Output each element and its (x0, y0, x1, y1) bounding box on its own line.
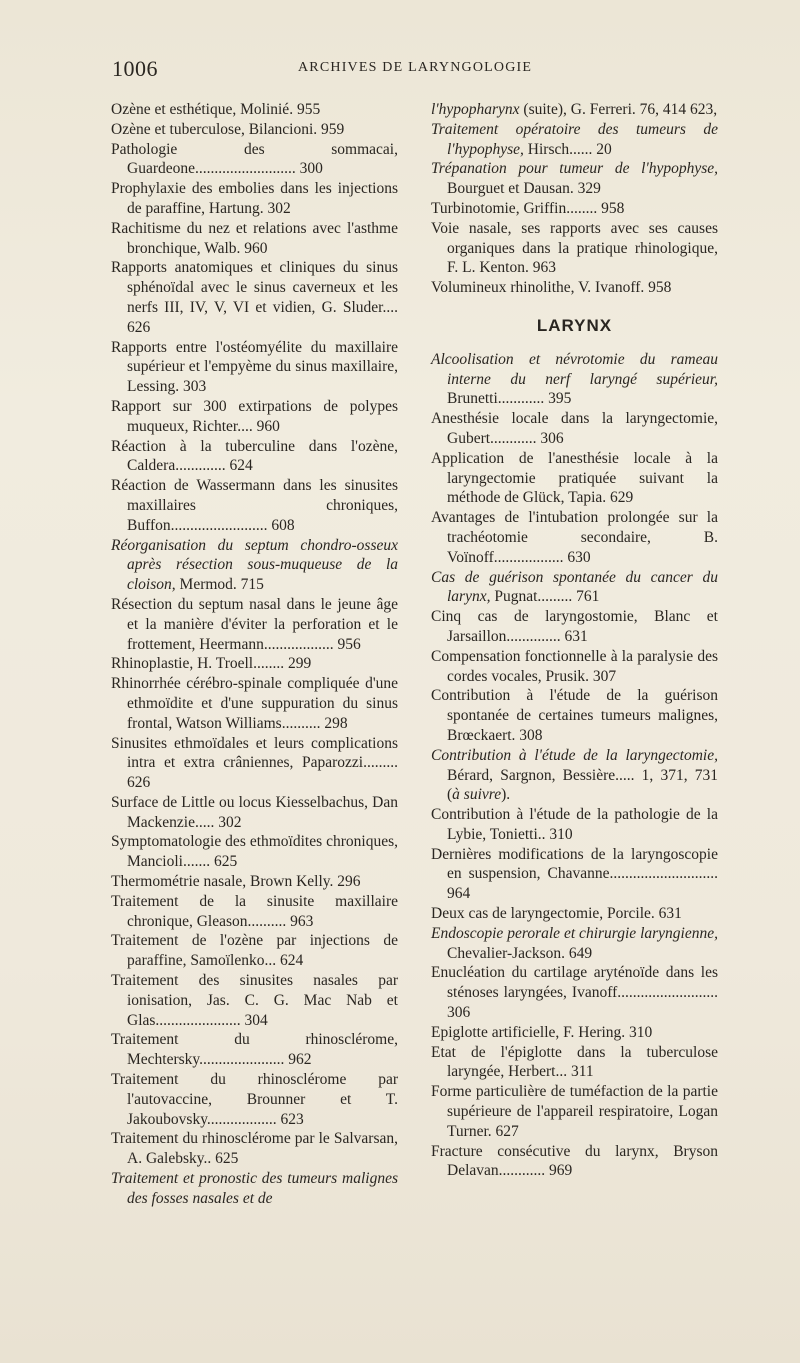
page-number: 1006 (112, 56, 158, 81)
index-entry (431, 963, 718, 1022)
entry-text: Rapports entre l'ostéomyélite du maxillaire supérieur et l'empyème du sinus maxillaire, Lessing. 303 (111, 338, 398, 396)
index-entry (111, 654, 398, 674)
entry-text: Traitement du rhinosclérome par le Salvarsan, A. Galebsky.. 625 (111, 1130, 398, 1168)
index-entry (111, 179, 398, 219)
index-entry (111, 1129, 398, 1169)
entry-text: Voie nasale, ses rapports avec ses causes organiques dans la pratique rhinologique, F. L. Kenton. 963 (431, 219, 718, 277)
entry-text: Pugnat......... 761 (490, 588, 600, 606)
index-entry (431, 686, 718, 745)
entry-text: Avantages de l'intubation prolongée sur la trachéotomie secondaire, B. Voïnoff.................. 630 (431, 509, 718, 566)
index-entry (431, 805, 718, 845)
entry-text: Surface de Little ou locus Kiesselbachus, Dan Mackenzie..... 302 (111, 793, 398, 831)
entry-text: Hirsch...... 20 (523, 140, 612, 158)
index-entry (111, 872, 398, 892)
index-entry (111, 338, 398, 397)
entry-title-italic: Alcoolisation et névrotomie du rameau interne du nerf laryngé supérieur, (431, 350, 718, 388)
entry-text: Turbinotomie, Griffin........ 958 (431, 199, 625, 217)
index-entry (431, 100, 718, 120)
index-entry (111, 793, 398, 833)
entry-text: Rapport sur 300 extirpations de polypes muqueux, Richter.... 960 (111, 397, 398, 435)
index-entry (431, 219, 718, 278)
entry-text: Sinusites ethmoïdales et leurs complications intra et extra crâniennes, Paparozzi......... 626 (111, 734, 398, 792)
entry-text: Traitement de l'ozène par injections de paraffine, Samoïlenko... 624 (111, 932, 398, 970)
index-entry (431, 1023, 718, 1043)
index-entry (111, 1169, 398, 1209)
entry-text: Enucléation du cartilage aryténoïde dans les sténoses laryngées, Ivanoff.......................... 306 (431, 964, 718, 1022)
entry-title-italic: Cas de guérison spontanée du cancer du larynx, (431, 568, 718, 606)
entry-text: Volumineux rhinolithe, V. Ivanoff. 958 (431, 279, 672, 297)
entry-text: Contribution à l'étude de la pathologie de la Lybie, Tonietti.. 310 (431, 806, 718, 843)
entry-text: Etat de l'épiglotte dans la tuberculose laryngée, Herbert... 311 (431, 1043, 718, 1081)
index-entry (431, 120, 718, 160)
index-entry (431, 845, 718, 904)
index-entry (431, 647, 718, 687)
entry-title-italic: à suivre (452, 786, 502, 804)
entry-text: Pathologie des sommacai, Guardeone.......................... 300 (111, 140, 398, 178)
entry-text: Réaction à la tuberculine dans l'ozène, Caldera............. 624 (111, 437, 398, 475)
entry-text: Thermométrie nasale, Brown Kelly. 296 (111, 873, 361, 891)
index-entry (111, 971, 398, 1030)
index-entry (111, 120, 398, 140)
index-entry (431, 904, 718, 924)
index-entry (111, 258, 398, 337)
entry-text: Contribution à l'étude de la guérison spontanée de certaines tumeurs malignes, Brœckaert. 308 (431, 687, 718, 744)
entry-title-italic: Endoscopie perorale et chirurgie laryngienne, (431, 924, 718, 942)
index-entry (431, 199, 718, 219)
index-entry (431, 607, 718, 647)
entry-text: Rhinorrhée cérébro-spinale compliquée d'une ethmoïdite et d'une suppuration du sinus frontal, Watson Williams.......... 298 (111, 675, 398, 732)
right-column (431, 100, 718, 1181)
index-entry (431, 278, 718, 298)
index-entry (111, 931, 398, 971)
entry-text: Mermod. 715 (175, 576, 264, 594)
entry-text: Deux cas de laryngectomie, Porcile. 631 (431, 905, 682, 923)
left-column (111, 100, 398, 1209)
index-entry (111, 100, 398, 120)
index-entry (431, 1142, 718, 1182)
entry-text: Chevalier-Jackson. 649 (447, 944, 593, 962)
entry-title-italic: Réorganisation du septum chondro-osseux après résection sous-muqueuse de la cloison, (111, 536, 398, 594)
entry-title-italic: Trépanation pour tumeur de l'hypophyse, (431, 160, 718, 178)
index-entry (431, 746, 718, 805)
entry-title-italic: Traitement et pronostic des tumeurs malignes des fosses nasales et de (111, 1170, 398, 1207)
index-entry (431, 350, 718, 409)
entry-text: Fracture consécutive du larynx, Bryson Delavan............ 969 (431, 1142, 718, 1180)
entry-text: (suite), G. Ferreri. 76, 414 623, (519, 101, 718, 118)
index-entry (111, 832, 398, 872)
index-entry (431, 1043, 718, 1083)
index-entry (431, 449, 718, 508)
section-heading-larynx: LARYNX (536, 315, 613, 335)
entry-text: Traitement de la sinusite maxillaire chronique, Gleason.......... 963 (111, 892, 398, 930)
index-entry (431, 1082, 718, 1141)
entry-text: Application de l'anesthésie locale à la laryngectomie pratiquée suivant la méthode de Glück, Tapia. 629 (431, 449, 718, 507)
index-entry (111, 536, 398, 595)
nose-entries-continued (431, 100, 718, 298)
index-entry (111, 595, 398, 654)
index-entry (111, 219, 398, 259)
entry-title-italic: Traitement opératoire des tumeurs de l'hypophyse, (431, 120, 718, 158)
entry-text: Epiglotte artificielle, F. Hering. 310 (431, 1023, 653, 1041)
index-entry (111, 734, 398, 793)
entry-text: Cinq cas de laryngostomie, Blanc et Jarsaillon.............. 631 (431, 608, 718, 645)
entry-text: Bérard, Sargnon, Bessière..... 1, 371, 731 ( (447, 766, 718, 804)
entry-text: Anesthésie locale dans la laryngectomie, Gubert............ 306 (431, 410, 718, 447)
entry-title-italic: l'hypopharynx (431, 101, 520, 118)
entry-text: Rachitisme du nez et relations avec l'asthme bronchique, Walb. 960 (111, 219, 398, 257)
index-entry (111, 476, 398, 535)
entry-text: Réaction de Wassermann dans les sinusites maxillaires chroniques, Buffon......................... 608 (111, 477, 398, 534)
entry-text: Bourguet et Dausan. 329 (447, 180, 601, 198)
entry-text: ). (501, 786, 511, 804)
entry-text: Traitement du rhinosclérome par l'autovaccine, Brounner et T. Jakoubovsky.................. 623 (111, 1071, 398, 1128)
entry-text: Traitement du rhinosclérome, Mechtersky...................... 962 (111, 1031, 398, 1069)
entry-text: Prophylaxie des embolies dans les injections de paraffine, Hartung. 302 (111, 180, 398, 217)
entry-text: Traitement des sinusites nasales par ionisation, Jas. C. G. Mac Nab et Glas...................... 304 (111, 972, 398, 1029)
index-entry (111, 1070, 398, 1129)
entry-text: Compensation fonctionnelle à la paralysie des cordes vocales, Prusik. 307 (431, 647, 718, 685)
entry-text: Ozène et tuberculose, Bilancioni. 959 (111, 120, 345, 138)
index-entry (431, 924, 718, 964)
larynx-entries (431, 350, 718, 1181)
index-entry (111, 892, 398, 932)
index-entry (111, 437, 398, 477)
entry-text: Rhinoplastie, H. Troell........ 299 (111, 655, 312, 673)
entry-title-italic: Contribution à l'étude de la laryngectomie, (431, 746, 718, 764)
index-entry (431, 159, 718, 199)
running-head: ARCHIVES DE LARYNGOLOGIE (298, 60, 533, 75)
entry-text: Résection du septum nasal dans le jeune âge et la manière d'éviter la perforation et le frottement, Heermann.................. 956 (111, 595, 398, 653)
index-entry (431, 568, 718, 608)
entry-text: Dernières modifications de la laryngoscopie en suspension, Chavanne............................ 964 (431, 845, 718, 903)
entry-text: Brunetti............ 395 (447, 390, 572, 408)
index-entry (431, 508, 718, 567)
index-entry (111, 674, 398, 733)
entry-text: Forme particulière de tuméfaction de la partie supérieure de l'appareil respiratoire, Logan Turner. 627 (431, 1083, 718, 1140)
index-entry (111, 397, 398, 437)
entry-text: Symptomatologie des ethmoïdites chroniques, Mancioli....... 625 (111, 833, 398, 871)
index-entry (111, 1030, 398, 1070)
entry-text: Rapports anatomiques et cliniques du sinus sphénoïdal avec le sinus caverneux et les nerfs III, IV, V, VI et vidien, G. Sluder.... 626 (111, 259, 398, 336)
index-entry (111, 140, 398, 180)
index-entry (431, 409, 718, 449)
entry-text: Ozène et esthétique, Molinié. 955 (111, 101, 321, 118)
